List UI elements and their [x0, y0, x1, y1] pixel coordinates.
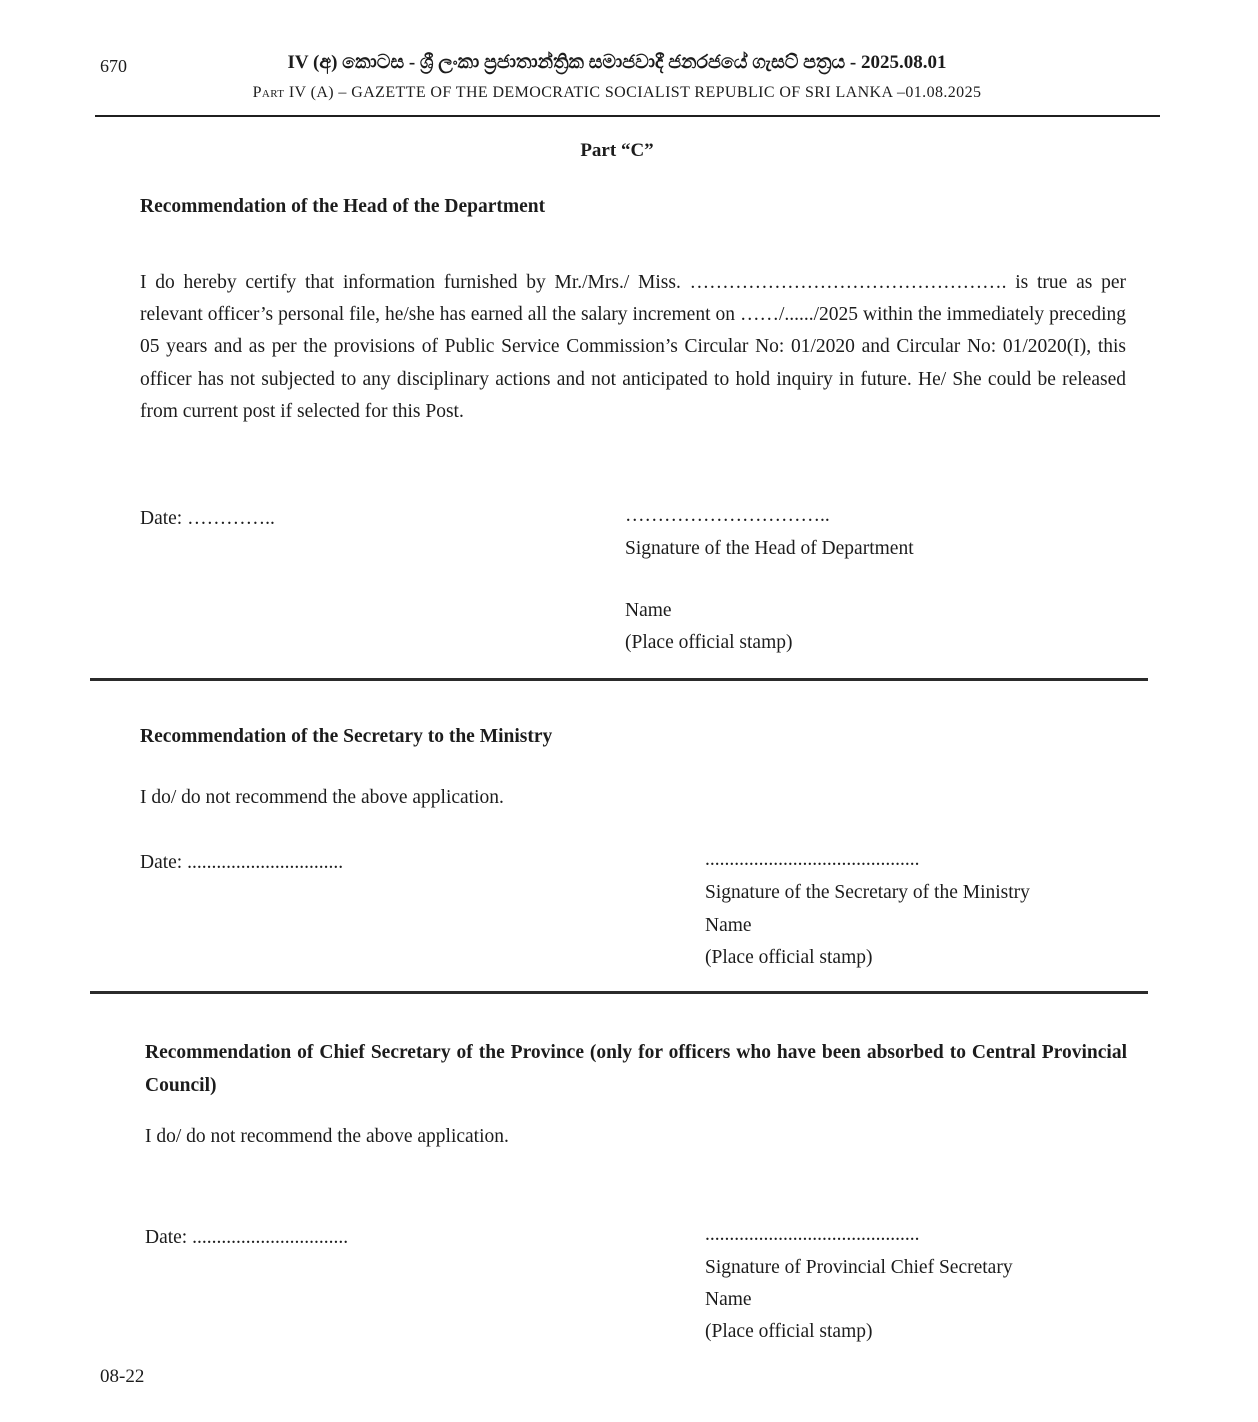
recommend-line: I do/ do not recommend the above application.: [140, 787, 504, 808]
stamp-label: (Place official stamp): [705, 947, 873, 968]
signature-dots: ............................................: [705, 849, 920, 870]
footer-notice-code: 08-22: [100, 1366, 145, 1387]
date-line: Date: ................................: [140, 852, 344, 873]
section-divider: [90, 678, 1148, 681]
recommend-line: I do/ do not recommend the above application.: [145, 1126, 509, 1147]
page-number: 670: [100, 56, 127, 76]
section-heading-head-of-department: Recommendation of the Head of the Department: [140, 196, 546, 217]
date-line: Date: ................................: [145, 1227, 349, 1248]
header-rule: [95, 115, 1160, 117]
signature-label: Signature of the Secretary of the Ministry: [705, 882, 1030, 903]
section-heading-secretary-ministry: Recommendation of the Secretary to the Ministry: [140, 726, 553, 747]
name-label: Name: [705, 1289, 752, 1310]
signature-label: Signature of Provincial Chief Secretary: [705, 1257, 1013, 1278]
certification-paragraph: I do hereby certify that information furnished by Mr./Mrs./ Miss. …………………………………………. is true as per relevant officer’s personal file, he/she has earned all the salary increment on ……/....../2025 within the immediately preceding 05 years and as per the provisions of Public Service Commission’s Circular No: 01/2020 and Circular No: 01/2020(I), this officer has not subjected to any disciplinary actions and not anticipated to hold inquiry in future. He/ She could be released from current post if selected for this Post.: [140, 271, 1126, 423]
name-label: Name: [625, 600, 672, 621]
date-line: Date: …………..: [140, 508, 275, 529]
stamp-label: (Place official stamp): [625, 632, 793, 653]
header-english-title: Part IV (A) – GAZETTE OF THE DEMOCRATIC SOCIALIST REPUBLIC OF SRI LANKA –01.08.2025: [252, 84, 982, 101]
part-title: Part “C”: [580, 140, 654, 161]
section-divider: [90, 991, 1148, 994]
section-heading-provincial-chief-secretary: Recommendation of Chief Secretary of the Province (only for officers who have been absorbed to Central Provincial Council): [145, 1042, 1127, 1096]
signature-dots: ............................................: [705, 1224, 920, 1245]
stamp-label: (Place official stamp): [705, 1321, 873, 1342]
name-label: Name: [705, 915, 752, 936]
signature-dots: …………………………..: [625, 505, 830, 526]
signature-label: Signature of the Head of Department: [625, 538, 914, 559]
header-sinhala-title: IV (අ) කොටස - ශ්‍රී ලංකා ප්‍රජාතාන්ත්‍රික සමාජවාදී ජනරජයේ ගැසට් පත්‍රය - 2025.08.01: [287, 52, 947, 73]
